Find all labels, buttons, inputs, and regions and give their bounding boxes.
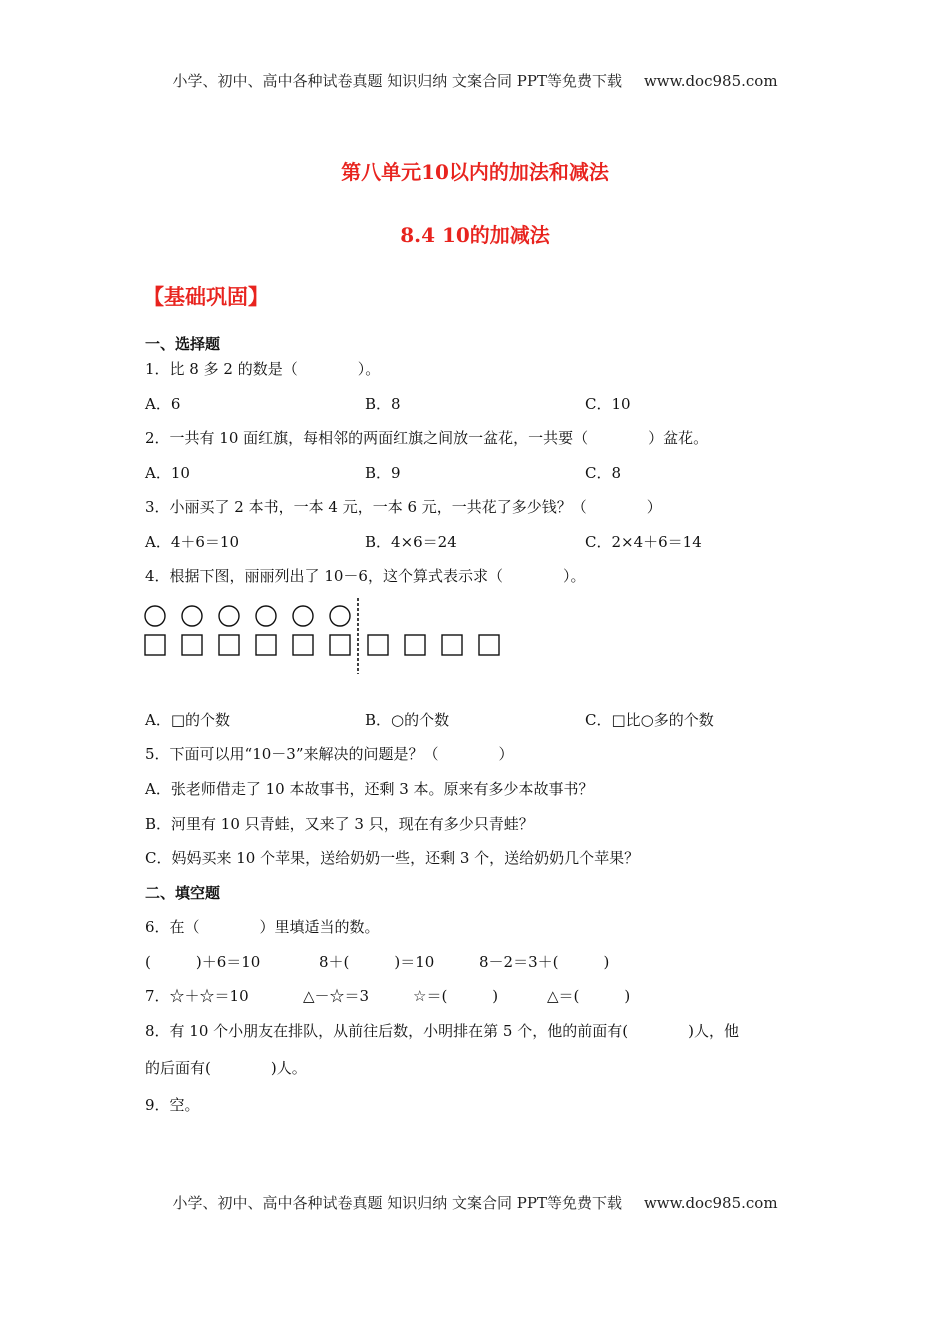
- q6-stem: 6．在（ ）里填适当的数。: [145, 918, 380, 936]
- circle-shape: [182, 606, 202, 626]
- square-shape: [368, 635, 388, 655]
- q4-option-c: C．□比○多的个数: [585, 711, 714, 729]
- square-shape: [293, 635, 313, 655]
- q1-option-a: A．6: [145, 395, 181, 413]
- q4-option-a: A．□的个数: [145, 711, 231, 729]
- q3-option-c: C．2×4＋6＝14: [585, 533, 702, 551]
- q7-equation-3: ☆＝( ): [413, 987, 499, 1005]
- header-text: 小学、初中、高中各种试卷真题 知识归纳 文案合同 PPT等免费下载: [172, 72, 622, 90]
- circle-shape: [145, 606, 165, 626]
- q3-stem: 3．小丽买了 2 本书，一本 4 元，一本 6 元，一共花了多少钱？（ ）: [145, 498, 662, 516]
- circle-shape: [330, 606, 350, 626]
- square-shape: [256, 635, 276, 655]
- circles-squares-figure: [143, 598, 513, 676]
- square-shape: [330, 635, 350, 655]
- q2-option-b: B．9: [365, 464, 401, 482]
- page-header: [0, 70, 950, 91]
- q7-equation-4: △＝( ): [547, 987, 631, 1005]
- footer-url: www.doc985.com: [643, 1194, 778, 1212]
- q3-option-b: B．4×6＝24: [365, 533, 457, 551]
- circle-shape: [219, 606, 239, 626]
- q4-stem: 4．根据下图，丽丽列出了 10－6，这个算式表示求（ ）。: [145, 567, 586, 585]
- q2-option-c: C．8: [585, 464, 622, 482]
- part1-heading: 一、选择题: [145, 335, 221, 353]
- q1-stem: 1．比 8 多 2 的数是（ ）。: [145, 360, 381, 378]
- q4-option-b: B．○的个数: [365, 711, 450, 729]
- square-shape: [219, 635, 239, 655]
- page-footer: [0, 1192, 950, 1213]
- square-shape: [182, 635, 202, 655]
- q5-option-a: A．张老师借走了 10 本故事书，还剩 3 本。原来有多少本故事书？: [145, 780, 594, 798]
- q9-stem: 9．空。: [145, 1096, 200, 1114]
- circle-shape: [293, 606, 313, 626]
- q8-line-1: 8．有 10 个小朋友在排队，从前往后数，小明排在第 5 个，他的前面有( )人，他: [145, 1022, 739, 1040]
- q7-equation-2: △－☆＝3: [303, 987, 370, 1005]
- section-title: 【基础巩固】: [143, 284, 269, 309]
- q2-stem: 2．一共有 10 面红旗，每相邻的两面红旗之间放一盆花，一共要（ ）盆花。: [145, 429, 709, 447]
- q1-option-c: C．10: [585, 395, 631, 413]
- footer-text: 小学、初中、高中各种试卷真题 知识归纳 文案合同 PPT等免费下载: [172, 1194, 622, 1212]
- q6-equation-2: 8＋( )＝10: [319, 953, 435, 971]
- q1-option-b: B．8: [365, 395, 401, 413]
- page-title: 第八单元10以内的加法和减法: [341, 160, 609, 184]
- page-subtitle: 8.4 10的加减法: [400, 223, 550, 247]
- square-shape: [145, 635, 165, 655]
- q5-option-b: B．河里有 10 只青蛙，又来了 3 只，现在有多少只青蛙？: [145, 815, 534, 833]
- square-shape: [405, 635, 425, 655]
- header-url: www.doc985.com: [643, 72, 778, 90]
- square-shape: [442, 635, 462, 655]
- circle-shape: [256, 606, 276, 626]
- q5-option-c: C．妈妈买来 10 个苹果，送给奶奶一些，还剩 3 个，送给奶奶几个苹果？: [145, 849, 640, 867]
- q3-option-a: A．4＋6＝10: [145, 533, 240, 551]
- q6-equation-1: ( )＋6＝10: [145, 953, 261, 971]
- square-shape: [479, 635, 499, 655]
- q8-line-2: 的后面有( )人。: [145, 1059, 307, 1077]
- q7-equation-1: 7．☆＋☆＝10: [145, 987, 249, 1005]
- q5-stem: 5．下面可以用“10－3”来解决的问题是？（ ）: [145, 745, 514, 763]
- q2-option-a: A．10: [145, 464, 190, 482]
- part2-heading: 二、填空题: [145, 884, 221, 902]
- q6-equation-3: 8－2＝3＋( ): [479, 953, 610, 971]
